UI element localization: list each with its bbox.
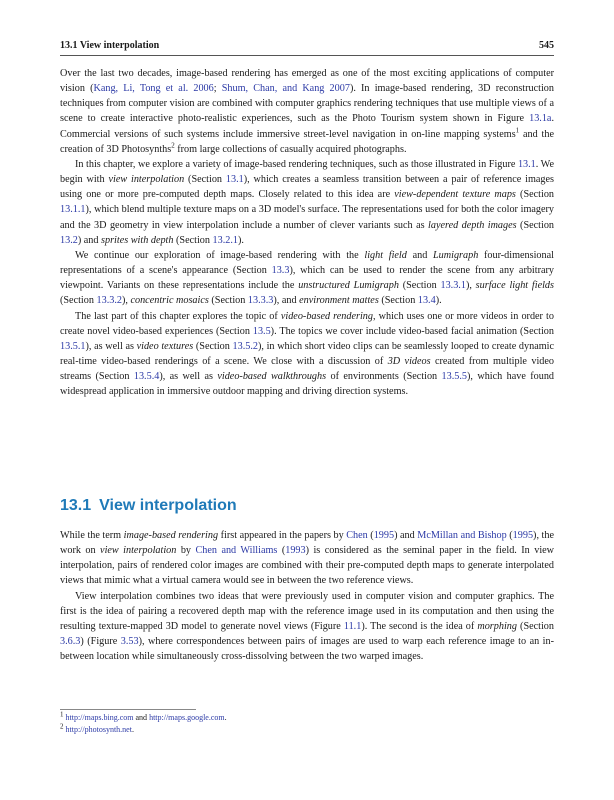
section-paragraph-1: While the term image-based rendering first appeared in the papers by Chen (1995) and McMillan and Bishop (1995), the work on view interpolation by Chen and Williams (1993) is considered as the seminal paper in the field. In view interpolation, pairs of rendered color images are combined with their pre-computed depth maps to generate interpolated views that mimic what a virtual camera would see in between the two reference views. (60, 530, 555, 587)
footnote-marker[interactable]: 1 (515, 126, 520, 135)
section-link[interactable]: 13.3.3 (247, 295, 274, 307)
section-title: View interpolation (99, 497, 237, 514)
section-link[interactable]: 13.5.4 (133, 371, 160, 383)
running-title: 13.1 View interpolation (60, 40, 160, 51)
citation-link[interactable]: 1993 (285, 545, 306, 557)
citation-link[interactable]: 1995 (512, 530, 534, 541)
footnote-marker[interactable]: 2 (171, 141, 175, 150)
citation-link[interactable]: Shum, Chan, and Kang 2007 (221, 83, 350, 95)
section-number: 13.1 (60, 497, 92, 514)
section-link[interactable]: 13.5.5 (441, 371, 468, 383)
section-link[interactable]: 13.4 (417, 295, 436, 307)
section-link[interactable]: 3.6.3 (60, 636, 81, 648)
section-link[interactable]: 13.5.1 (60, 340, 86, 352)
intro-paragraph-3: We continue our exploration of image-based rendering with the light field and Lumigraph four-dimensional representations of a scene's appearance (Section 13.3), which can be used to render the scene from any arbitrary viewpoint. Variants on these representations include the unstructured Lumigraph (Section 13.3.1), surface light fields (Section 13.3.2), concentric mosaics (Section 13.3.3), and environment mattes (Section 13.4). (60, 249, 554, 307)
section-link[interactable]: 13.1 (225, 174, 244, 186)
footnotes (60, 712, 554, 736)
footnote-mark: 2 (60, 722, 64, 731)
figure-link[interactable]: 3.53 (120, 636, 139, 648)
figure-link[interactable]: 11.1 (343, 620, 362, 632)
page-number: 545 (539, 40, 554, 51)
citation-link[interactable]: Chen and Williams (195, 545, 278, 557)
section-paragraph-2: View interpolation combines two ideas that were previously used in computer vision and computer graphics. The first is the idea of pairing a recovered depth map with the reference image used in its computation and then using the resulting texture-mapped 3D model to generate novel views (Figure 11.1). The second is the idea of morphing (Section 3.6.3) (Figure 3.53), where correspondences between pairs of images are used to warp each reference image to an in-between location while simultaneously cross-dissolving between the two warped images. (60, 590, 554, 663)
section-link[interactable]: 13.1.1 (60, 204, 86, 216)
intro-paragraph-4: The last part of this chapter explores the topic of video-based rendering, which uses one or more videos in order to create novel video-based experiences (Section 13.5). The topics we cover include video-based facial animation (Section 13.5.1), as well as video textures (Section 13.5.2), in which short video clips can be seamlessly looped to create dynamic real-time video-based renderings of a scene. We close with a discussion of 3D videos created from multiple video streams (Section 13.5.4), as well as video-based walkthroughs of environments (Section 13.5.5), which have found widespread application in immersive outdoor mapping and driving direction systems. (60, 310, 555, 398)
url-link[interactable]: http://photosynth.net (65, 725, 132, 734)
citation-link[interactable]: Kang, Li, Tong et al. 2006 (93, 83, 214, 95)
section-link[interactable]: 13.3 (271, 265, 290, 277)
url-link[interactable]: http://maps.bing.com (65, 713, 134, 722)
intro-paragraph-1: Over the last two decades, image-based rendering has emerged as one of the most exciting applications of computer vision (Kang, Li, Tong et al. 2006; Shum, Chan, and Kang 2007). In image-based rendering, 3D reconstruction techniques from computer vision are combined with computer graphics rendering techniques that use multiple views of a scene to create interactive photo-realistic experiences, such as the Photo Tourism system shown in Figure 13.1a. Commercial versions of such systems include immersive street-level navigation in on-line mapping systems$^1$ and the creation of 3D Photosynths$^2$ from large collections of casually acquired photographs. (60, 68, 554, 155)
citation-link[interactable]: 1995 (373, 530, 395, 541)
url-link[interactable]: http://maps.google.com (149, 713, 225, 722)
header-rule (60, 55, 554, 56)
footnote-mark: 1 (60, 710, 64, 719)
citation-link[interactable]: McMillan and Bishop (417, 530, 507, 541)
section-link[interactable]: 13.3.2 (96, 295, 122, 307)
running-header (60, 38, 554, 54)
footnote-2: $^2$ http://photosynth.net. (60, 722, 134, 734)
figure-link[interactable]: 13.1a (529, 113, 552, 125)
section-link[interactable]: 13.5.2 (232, 340, 258, 352)
section-link[interactable]: 13.2.1 (212, 234, 238, 246)
chapter-intro (60, 66, 554, 399)
footnote-rule (60, 709, 196, 710)
footnote-1: $^1$ http://maps.bing.com and http://maps.google.com. (60, 710, 227, 722)
section-link[interactable]: 13.5 (252, 325, 271, 337)
section-heading (60, 497, 237, 515)
citation-link[interactable]: Chen (346, 530, 368, 541)
intro-paragraph-2: In this chapter, we explore a variety of image-based rendering techniques, such as those illustrated in Figure 13.1. We begin with view interpolation (Section 13.1), which creates a seamless transition between a pair of reference images using one or more pre-computed depth maps. Closely related to this idea are view-dependent texture maps (Section 13.1.1), which blend multiple texture maps on a 3D model's surface. The representations used for both the color imagery and the 3D geometry in view interpolation include a number of clever variants such as layered depth images (Section 13.2) and sprites with depth (Section 13.2.1). (60, 158, 555, 246)
section-link[interactable]: 13.3.1 (440, 280, 466, 292)
section-body (60, 528, 554, 664)
figure-link[interactable]: 13.1 (517, 158, 536, 170)
section-link[interactable]: 13.2 (60, 234, 78, 246)
